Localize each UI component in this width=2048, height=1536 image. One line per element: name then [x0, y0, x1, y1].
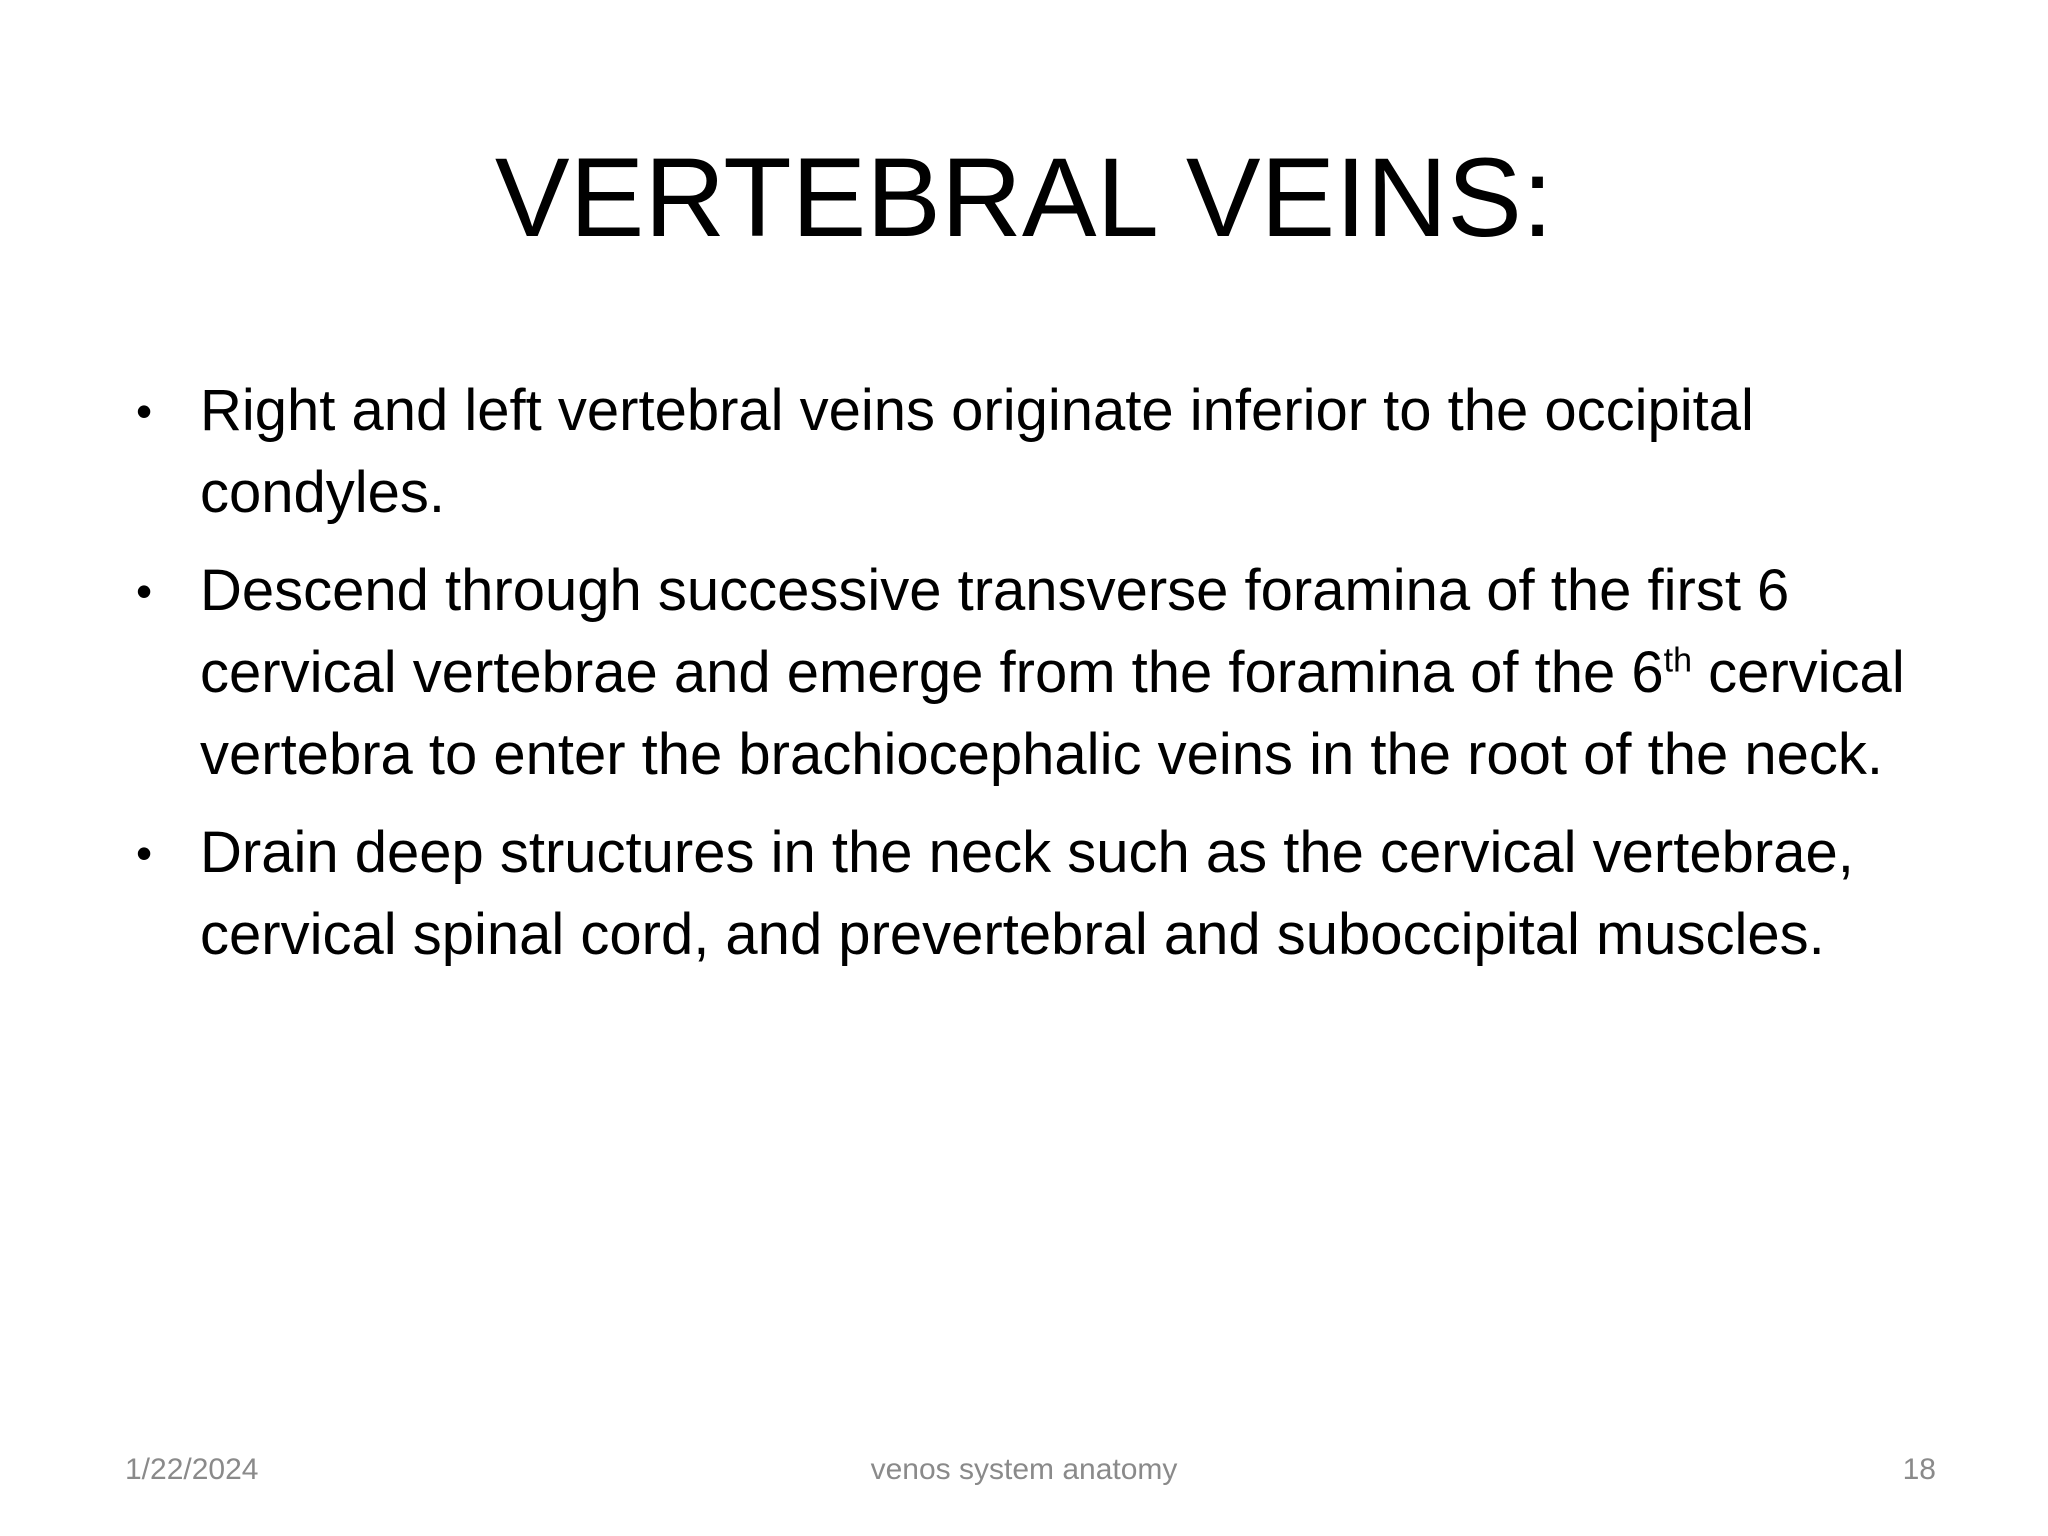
bullet-dot-icon: • — [135, 565, 153, 617]
bullet-dot-icon: • — [135, 827, 153, 879]
bullet-item-1 — [135, 370, 1950, 534]
bullet-list — [135, 370, 1950, 992]
slide-title: VERTEBRAL VEINS: — [494, 135, 1554, 260]
footer-title: venos system anatomy — [870, 1453, 1178, 1486]
bullet-text: Right and left vertebral veins originate inferior to the occipital condyles. — [200, 378, 1754, 525]
bullet-dot-icon: • — [135, 385, 153, 437]
bullet-text-after: cervical vertebra to enter the brachiocephalic veins in the root of the neck. — [200, 640, 1905, 787]
bullet-item-2 — [135, 550, 1950, 796]
bullet-text-before: Descend through successive transverse foramina of the first 6 cervical vertebrae and emerge from the foramina of the 6 — [200, 558, 1790, 705]
bullet-item-3 — [135, 812, 1950, 976]
bullet-superscript: th — [1663, 641, 1692, 680]
bullet-text: Drain deep structures in the neck such as the cervical vertebrae, cervical spinal cord, and prevertebral and suboccipital muscles. — [200, 820, 1854, 967]
footer-date: 1/22/2024 — [125, 1453, 259, 1486]
footer-page-number: 18 — [1902, 1453, 1936, 1486]
